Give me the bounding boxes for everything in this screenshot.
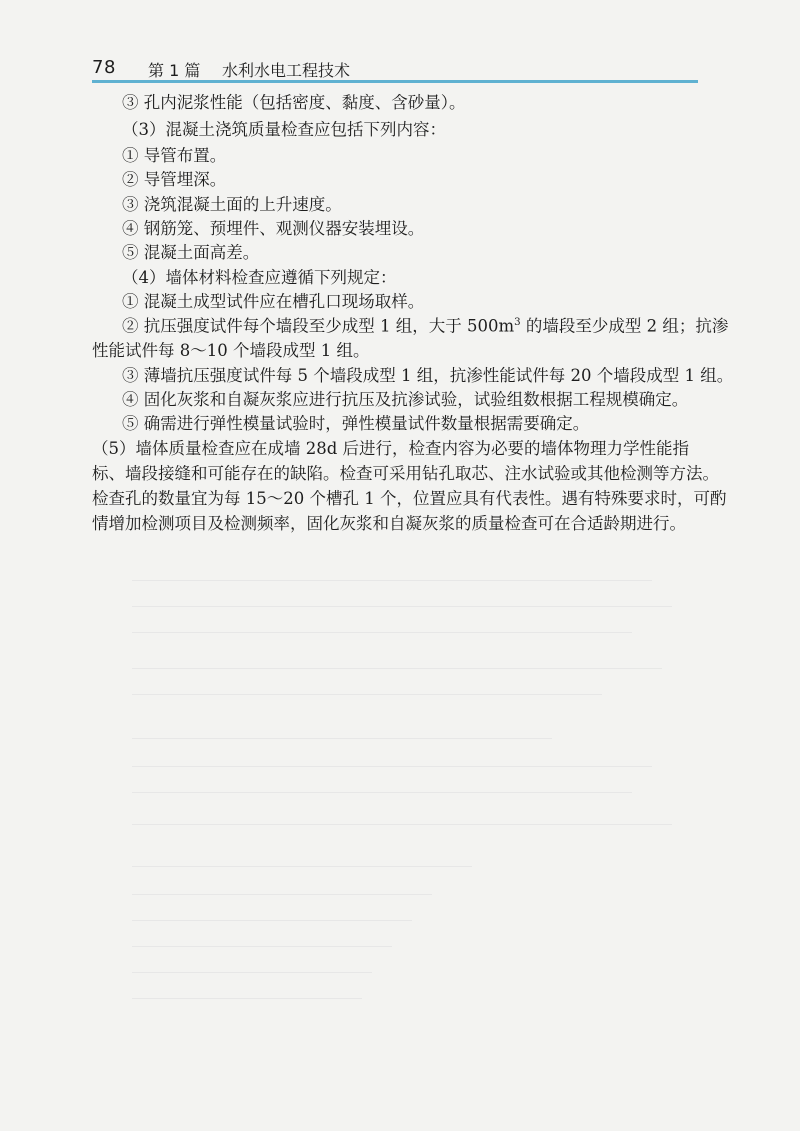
show-through-line: [132, 632, 632, 633]
text-line: 标、墙段接缝和可能存在的缺陷。检查可采用钻孔取芯、注水试验或其他检测等方法。: [92, 464, 719, 483]
text-line: 性能试件每 8～10 个墙段成型 1 组。: [92, 341, 370, 360]
text-line: ③ 孔内泥浆性能（包括密度、黏度、含砂量）。: [122, 93, 466, 112]
show-through-line: [132, 738, 552, 739]
text-line: （5）墙体质量检查应在成墙 28d 后进行，检查内容为必要的墙体物理力学性能指: [92, 439, 690, 458]
text-line: 检查孔的数量宜为每 15～20 个槽孔 1 个，位置应具有代表性。遇有特殊要求时，可酌: [92, 489, 727, 508]
show-through-line: [132, 580, 652, 581]
page-number: 78: [92, 57, 116, 78]
text-line: ④ 固化灰浆和自凝灰浆应进行抗压及抗渗试验，试验组数根据工程规模确定。: [122, 390, 689, 409]
text-line: ② 导管埋深。: [122, 170, 227, 189]
text-line: 情增加检测项目及检测频率，固化灰浆和自凝灰浆的质量检查可在合适龄期进行。: [92, 514, 686, 533]
show-through-line: [132, 668, 662, 669]
text-segment: 的墙段至少成型 2 组；抗渗: [520, 316, 729, 336]
show-through-line: [132, 972, 372, 973]
show-through-area: [132, 548, 692, 1068]
text-line: ⑤ 确需进行弹性模量试验时，弹性模量试件数量根据需要确定。: [122, 414, 590, 433]
show-through-line: [132, 766, 652, 767]
header-divider: [92, 80, 698, 83]
chapter-label: 第 1 篇: [148, 61, 201, 80]
text-line: ④ 钢筋笼、预埋件、观测仪器安装埋设。: [122, 219, 425, 238]
show-through-line: [132, 824, 672, 825]
text-line: ① 混凝土成型试件应在槽孔口现场取样。: [122, 292, 425, 311]
show-through-line: [132, 606, 672, 607]
book-section-title: 水利水电工程技术: [222, 61, 351, 80]
show-through-line: [132, 866, 472, 867]
show-through-line: [132, 792, 632, 793]
show-through-line: [132, 998, 362, 999]
show-through-line: [132, 920, 412, 921]
text-line: ③ 浇筑混凝土面的上升速度。: [122, 195, 342, 214]
text-line: ⑤ 混凝土面高差。: [122, 243, 260, 262]
show-through-line: [132, 946, 392, 947]
text-line: （3）混凝土浇筑质量检查应包括下列内容：: [122, 120, 446, 139]
text-segment: ② 抗压强度试件每个墙段至少成型 1 组，大于 500m: [122, 316, 515, 336]
show-through-line: [132, 894, 432, 895]
text-line: [122, 318, 728, 335]
show-through-line: [132, 694, 602, 695]
text-line: ① 导管布置。: [122, 146, 227, 165]
superscript: 3: [514, 317, 521, 328]
text-line: （4）墙体材料检查应遵循下列规定：: [122, 268, 397, 287]
text-line: ③ 薄墙抗压强度试件每 5 个墙段成型 1 组，抗渗性能试件每 20 个墙段成型 1 组。: [122, 366, 734, 385]
